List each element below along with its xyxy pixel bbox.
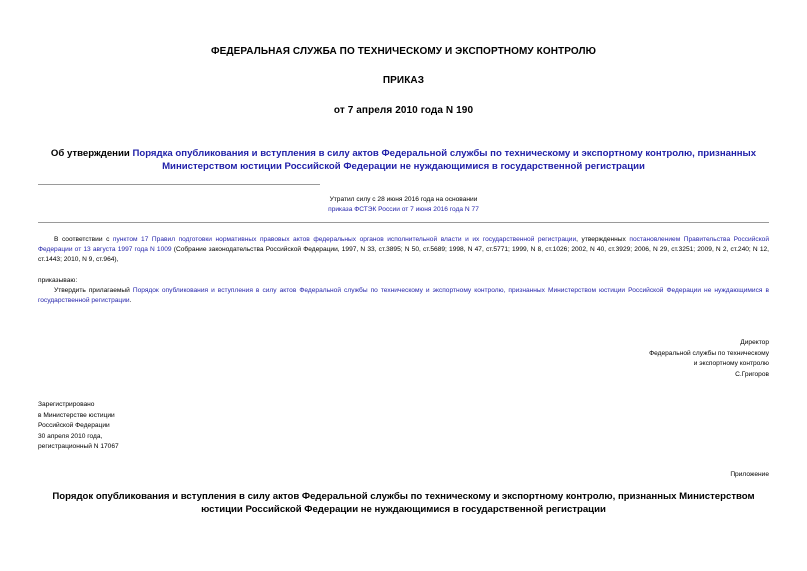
appendix-title: Порядок опубликования и вступления в силу актов Федеральной службы по техническому и экспортному контролю, признанных Министерством юстиции Российской Федерации не нуждающимися в государственной регистрации — [52, 491, 755, 515]
p1-end: (Собрание законодательства Российской Федерации, 1997, N 33, ст.3895; N 50, ст.5689; 1998, N 47, ст.5771; 1999, N 8, ст.1026; 2002, N 40, ст.3929; 2006, N 29, ст.3251; 2009, N 2, ст.240; N 12, ст.1443; 2010, N 9, ст.964), — [38, 246, 769, 264]
registration-date: 30 апреля 2010 года, — [38, 432, 103, 440]
signature-block — [649, 338, 769, 380]
resolution-link[interactable]: постановлением Правительства Российской Федерации от 13 августа 1997 года N 1009 — [38, 236, 770, 254]
document-title — [40, 147, 767, 173]
signature-position: Директор — [740, 339, 769, 346]
registration-line: Зарегистрировано — [38, 401, 95, 408]
appendix-label: Приложение — [730, 471, 769, 478]
p1-start: В соответствии с — [54, 236, 113, 243]
preamble-paragraph — [38, 235, 769, 266]
title-prefix: Об утверждении — [50, 148, 133, 159]
status-link[interactable]: приказа ФСТЭК России от 7 июня 2016 года N 77 — [328, 206, 479, 213]
document-type: ПРИКАЗ — [382, 75, 425, 86]
registration-number: регистрационный N 17067 — [38, 443, 119, 450]
signature-agency: Федеральной службы по техническому — [649, 349, 769, 357]
rules-link[interactable]: пунктом 17 Правил подготовки нормативных правовых актов федеральных органов исполнительной власти и их государственной регистрации — [112, 236, 577, 243]
separator-long — [38, 222, 769, 223]
procedure-link[interactable]: Порядок опубликования и вступления в силу актов Федеральной службы по техническому и экспортному контролю, признанных Министерством юстиции Российской Федерации не нуждающимися в государственной регистрации — [38, 287, 769, 305]
title-link[interactable]: Порядка опубликования и вступления в силу актов Федеральной службы по техническому и экспортному контролю, признанных Министерством юстиции Российской Федерации не нуждающимися в государственной регистрации — [132, 148, 757, 172]
signature-agency-cont: и экспортному контролю — [693, 360, 769, 367]
approval-paragraph — [38, 286, 769, 306]
registration-block — [38, 400, 119, 453]
registration-line: в Министерстве юстиции — [38, 411, 115, 419]
separator-short — [38, 184, 320, 185]
p1-mid: , утвержденных — [576, 236, 630, 243]
document-date-number: от 7 апреля 2010 года N 190 — [333, 105, 474, 116]
status-line: Утратил силу с 28 июня 2016 года на основании — [329, 196, 478, 203]
registration-line: Российской Федерации — [38, 422, 110, 429]
p2-end: . — [129, 297, 132, 305]
p2-start: Утвердить прилагаемый — [54, 287, 133, 294]
signature-name: С.Григоров — [735, 370, 769, 378]
order-word: приказываю: — [38, 277, 78, 284]
agency-heading: ФЕДЕРАЛЬНАЯ СЛУЖБА ПО ТЕХНИЧЕСКОМУ И ЭКСПОРТНОМУ КОНТРОЛЮ — [210, 46, 597, 57]
status-note — [190, 195, 617, 215]
